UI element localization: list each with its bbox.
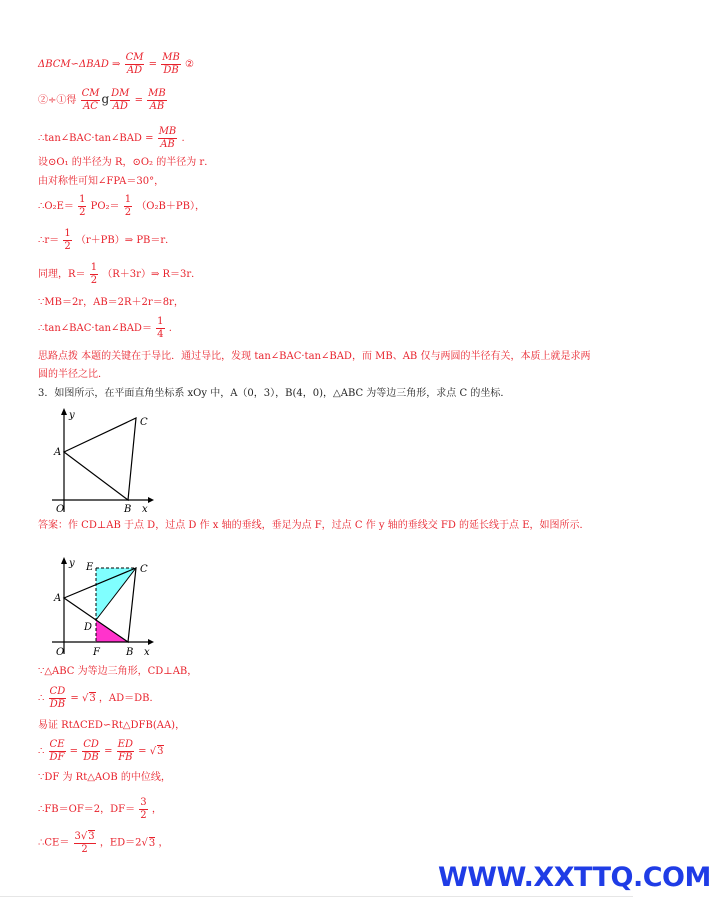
formula-text: ， <box>158 837 169 849</box>
sqrt-radicand: 3 <box>89 693 96 704</box>
numerator: CD <box>49 686 66 697</box>
denominator: DB <box>83 752 99 763</box>
denominator: DB <box>49 699 66 710</box>
fraction <box>156 316 164 341</box>
equals: = <box>134 95 147 106</box>
text-line-4: 设⊙O₁ 的半径为 R，⊙O₂ 的半径为 r． <box>38 157 215 168</box>
equation-tag: ② <box>185 59 194 70</box>
numerator: ED <box>117 739 133 750</box>
equals: = <box>100 746 116 757</box>
formula-line-8 <box>38 262 201 287</box>
label-a: A <box>54 447 62 458</box>
numerator: CD <box>83 739 99 750</box>
bottom-divider <box>0 896 633 897</box>
formula-text: ， <box>151 804 162 815</box>
coordinate-figure-1 <box>38 404 168 516</box>
label-b: B <box>124 504 132 515</box>
fraction <box>117 739 134 764</box>
formula-text: ∴ <box>38 693 48 704</box>
formula-text: ∴ <box>38 746 48 757</box>
numerator: 3√3 <box>74 831 95 842</box>
numerator: MB <box>162 52 180 63</box>
formula-line-7 <box>38 228 175 253</box>
label-c: C <box>140 564 148 575</box>
text-line-9: ∵MB＝2r，AB＝2R＋2r＝8r， <box>38 297 184 308</box>
numerator: MB <box>148 88 166 99</box>
denominator: FB <box>118 752 133 763</box>
formula-text: PO₂＝ <box>90 201 120 212</box>
denominator: AD <box>112 101 128 112</box>
fraction <box>125 52 145 77</box>
equals: = <box>148 59 161 70</box>
numerator: 1 <box>90 262 98 273</box>
sqrt-radicand: 3 <box>88 831 95 842</box>
y-axis-arrow <box>61 408 67 415</box>
y-axis-arrow <box>61 557 67 564</box>
answer-paragraph: 答案：作 CD⊥AB 于点 D，过点 D 作 x 轴的垂线，垂足为点 F，过点 C 作 y 轴的垂线交 FD 的延长线于点 E，如图所示． <box>38 520 590 531</box>
formula-text: ②÷①得 <box>38 95 80 106</box>
label-e: E <box>86 562 94 573</box>
text-line-5: 由对称性可知∠FPA＝30°， <box>38 176 165 187</box>
coefficient: 3 <box>74 831 81 842</box>
equals: = <box>135 746 150 757</box>
denominator: 2 <box>79 207 86 218</box>
formula-text: ∴tan∠BAC·tan∠BAD＝ <box>38 323 152 334</box>
fraction <box>49 739 66 764</box>
denominator: DF <box>49 752 65 763</box>
label-b: B <box>126 647 134 658</box>
formula-line-10 <box>38 316 172 341</box>
denominator: DB <box>163 65 179 76</box>
formula-line-1 <box>38 52 194 77</box>
formula-text: . <box>168 323 172 334</box>
stray-glyph: g <box>101 92 110 106</box>
denominator: 2 <box>140 810 147 821</box>
numerator: 1 <box>64 228 71 239</box>
numerator: 1 <box>124 194 132 205</box>
formula-text: ，ED＝2 <box>99 837 142 849</box>
fraction <box>74 830 96 856</box>
denominator: AD <box>126 65 143 76</box>
fraction <box>63 228 71 253</box>
fraction <box>81 88 101 113</box>
numerator: CM <box>125 52 144 63</box>
numerator: 1 <box>157 316 164 327</box>
thinking-hint-paragraph: 思路点拨 本题的关键在于导比．通过导比，发现 tan∠BAC·tan∠BAD，而 MB、AB 仅与两圆的半径有关，本质上就是求两圆的半径之比． <box>38 351 591 380</box>
formula-text: （r＋PB）⇒ PB＝r． <box>75 235 176 246</box>
numerator: MB <box>158 126 177 137</box>
formula-text: （R＋3r）⇒ R＝3r． <box>102 269 202 280</box>
formula-text: 同理，R＝ <box>38 269 86 280</box>
formula-text: . <box>181 133 185 144</box>
site-watermark: WWW.XXTTQ.COM <box>438 862 711 893</box>
denominator: AB <box>160 139 175 150</box>
label-o: O <box>56 504 65 515</box>
coordinate-figure-2 <box>38 556 168 662</box>
formula-line-6 <box>38 194 205 219</box>
solution-line-3: 易证 RtΔCED∽Rt△DFB(AA)， <box>38 720 186 731</box>
label-x: x <box>144 647 150 658</box>
solution-line-4: ∴ $\frac{CE}{DF}$ = $\frac{CD}{DB}$ = $\frac{ED}{FB}$ = √3 <box>38 739 164 763</box>
label-y: y <box>69 558 75 569</box>
numerator: 1 <box>79 194 86 205</box>
fraction <box>110 88 130 113</box>
solution-line-7: ∴CE＝ $\frac{3√3}{2}$ ，ED＝2√3 ， <box>38 831 169 855</box>
numerator: CM <box>81 88 100 99</box>
label-a: A <box>54 593 62 604</box>
triangle-abc <box>64 418 136 500</box>
fraction <box>158 126 178 151</box>
numerator: CE <box>49 739 65 750</box>
fraction <box>82 739 100 764</box>
label-c: C <box>140 417 148 428</box>
formula-text: ∴r＝ <box>38 235 60 246</box>
numerator: DM <box>111 88 130 99</box>
question-3: 3．如图所示，在平面直角坐标系 xOy 中，A（0，3），B(4，0)，△ABC 为等边三角形，求点 C 的坐标． <box>38 388 511 399</box>
denominator: AB <box>149 101 165 112</box>
solution-line-1: ∵△ABC 为等边三角形，CD⊥AB， <box>38 666 198 677</box>
formula-line-3 <box>38 126 185 151</box>
fraction <box>139 797 147 822</box>
formula-text: ∴tan∠BAC·tan∠BAD = <box>38 133 157 144</box>
label-y: y <box>69 410 75 421</box>
equals: = <box>66 746 82 757</box>
denominator: 2 <box>64 241 71 252</box>
equals: = <box>70 693 82 704</box>
fraction <box>161 52 181 77</box>
denominator: 2 <box>124 207 132 218</box>
fraction <box>78 194 86 219</box>
label-o: O <box>56 647 65 658</box>
denominator: 4 <box>157 329 164 340</box>
formula-text: ∴O₂E＝ <box>38 201 74 212</box>
fraction <box>49 686 67 711</box>
x-axis-arrow <box>148 497 154 503</box>
denominator: 2 <box>90 275 98 286</box>
numerator: 3 <box>140 797 147 808</box>
solution-line-5: ∵DF 为 Rt△AOB 的中位线， <box>38 772 171 783</box>
denominator: 2 <box>81 844 88 855</box>
formula-text: （O₂B＋PB）， <box>136 201 205 212</box>
sqrt-radicand: 3 <box>157 746 164 757</box>
denominator: AC <box>83 101 98 112</box>
formula-text: ，AD＝DB． <box>98 693 160 704</box>
fraction <box>124 194 132 219</box>
fraction <box>90 262 98 287</box>
solution-line-6 <box>38 797 162 822</box>
fraction <box>147 88 167 113</box>
label-x: x <box>142 504 148 515</box>
x-axis-arrow <box>148 639 154 645</box>
label-f: F <box>93 647 100 658</box>
solution-line-2: ∴ $\frac{CD}{DB}$ = √3 ，AD＝DB． <box>38 686 160 710</box>
label-d: D <box>84 622 93 633</box>
formula-text: ΔBCM∽ΔBAD ⇒ <box>38 59 124 70</box>
formula-text: ∴CE＝ <box>38 837 70 849</box>
formula-line-2 <box>38 88 168 113</box>
formula-text: ∴FB＝OF＝2，DF＝ <box>38 804 136 815</box>
sqrt-radicand: 3 <box>148 837 156 849</box>
